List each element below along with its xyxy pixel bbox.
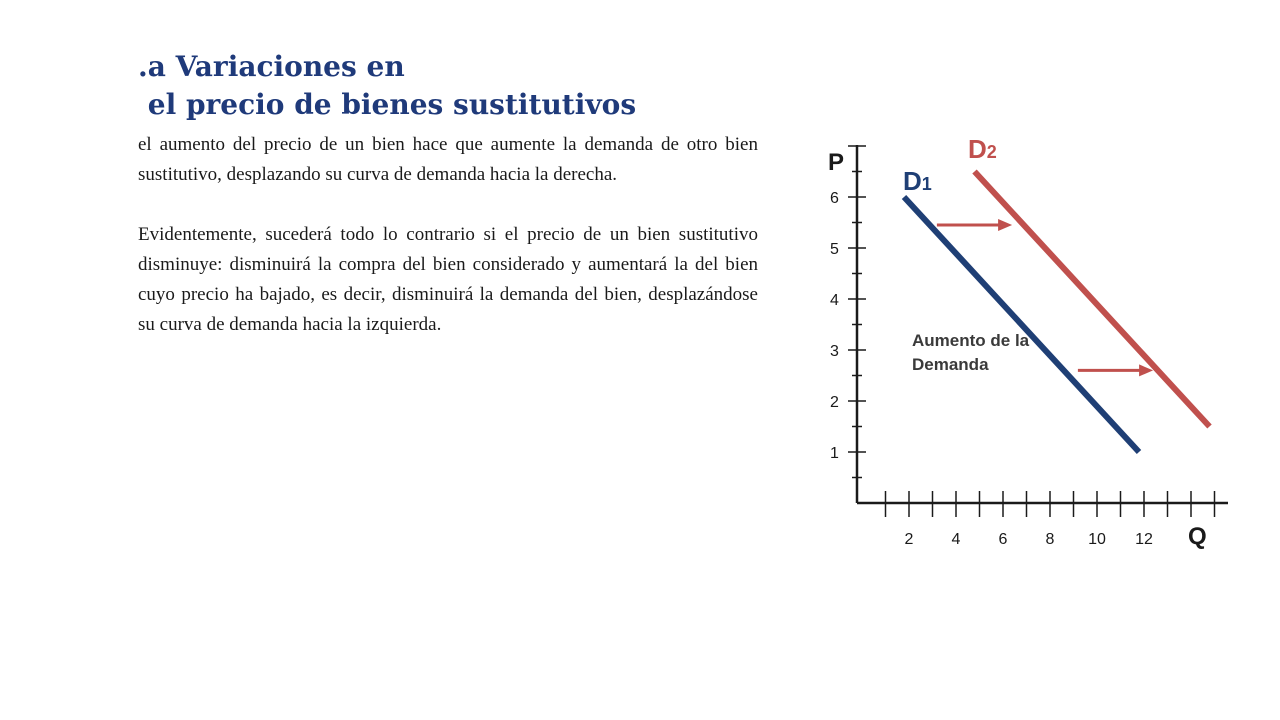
paragraph-2: Evidentemente, sucederá todo lo contrario si el precio de un bien sustitutivo disminuye: disminuirá la compra del bien considerado y aumentará la del bien cuyo precio ha bajado, es decir, disminuirá la demanda del bien, desplazándose su curva de demanda hacia la izquierda.	[138, 224, 758, 335]
x-tick-label: 12	[1135, 531, 1153, 548]
x-tick-label: 6	[998, 531, 1008, 548]
title-line-1: .a Variaciones en	[138, 50, 405, 83]
x-tick-label: 8	[1045, 531, 1055, 548]
shift-arrow-head	[998, 219, 1012, 231]
chart-series	[903, 134, 1210, 452]
y-tick-label: 6	[830, 190, 839, 207]
series-label-d1: D1	[903, 166, 932, 196]
y-tick-label: 1	[830, 445, 839, 462]
y-axis-label: P	[828, 149, 845, 176]
slide-title	[138, 48, 778, 124]
x-axis-label: Q	[1188, 523, 1207, 550]
y-tick-label: 3	[830, 343, 839, 360]
x-tick-label: 4	[951, 531, 961, 548]
demand-line-d1	[904, 197, 1139, 452]
demand-shift-chart	[800, 120, 1240, 560]
y-tick-label: 2	[830, 394, 839, 411]
x-tick-label: 10	[1088, 531, 1106, 548]
paragraph-1: el aumento del precio de un bien hace que aumente la demanda de otro bien sustitutivo, desplazando su curva de demanda hacia la derecha.	[138, 134, 758, 185]
y-tick-label: 5	[830, 241, 839, 258]
demand-line-d2	[975, 172, 1210, 427]
body-text	[138, 130, 758, 370]
title-line-2: el precio de bienes sustitutivos	[138, 88, 637, 121]
chart-axes	[857, 145, 1228, 503]
chart-annotation: Aumento de la Demanda	[912, 331, 1030, 374]
series-label-d2: D2	[968, 134, 997, 164]
x-tick-label: 2	[904, 531, 914, 548]
y-tick-label: 4	[830, 292, 839, 309]
